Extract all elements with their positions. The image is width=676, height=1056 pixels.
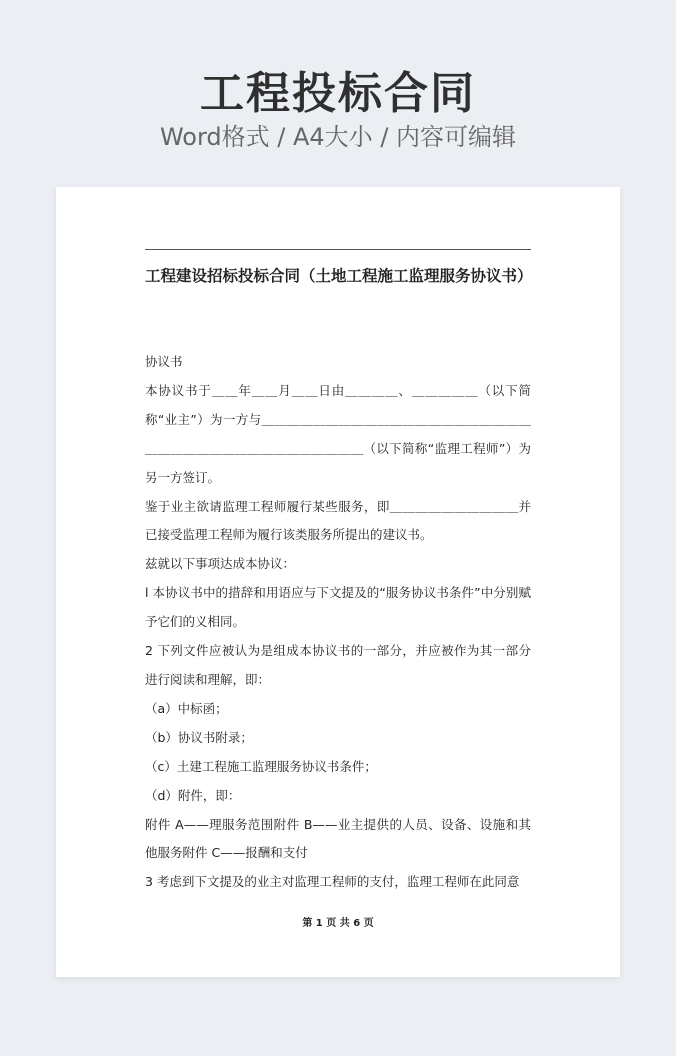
list-item: （c）土建工程施工监理服务协议书条件； xyxy=(145,758,377,774)
list-item: （d）附件，即： xyxy=(145,787,241,803)
paragraph: 兹就以下事项达成本协议： xyxy=(145,556,296,572)
document-title: 工程建设招标投标合同（土地工程施工监理服务协议书） xyxy=(145,267,533,285)
document-body xyxy=(145,348,531,897)
list-item: （b）协议书附录； xyxy=(145,729,253,745)
paragraph: 鉴于业主欲请监理工程师履行某些服务，即＿＿＿＿＿＿＿＿＿＿并已接受监理工程师为履行该类服务所提出的建议书。 xyxy=(145,498,531,543)
paragraph: 3 考虑到下文提及的业主对监理工程师的支付，监理工程师在此同意 xyxy=(145,874,520,890)
page-number: 第 1 页 共 6 页 xyxy=(302,918,374,929)
paragraph-heading: 协议书 xyxy=(145,354,183,369)
paragraph: l 本协议书中的措辞和用语应与下文提及的“服务协议书条件”中分别赋予它们的义相同。 xyxy=(145,585,531,630)
document-page xyxy=(56,187,620,977)
header-rule xyxy=(145,249,531,250)
paragraph: 附件 A——理服务范围附件 B——业主提供的人员、设备、设施和其他服务附件 C——报酬和支付 xyxy=(145,816,531,861)
banner-subtitle: Word格式 / A4大小 / 内容可编辑 xyxy=(159,123,517,151)
list-item: （a）中标函； xyxy=(145,700,228,716)
banner-title: 工程投标合同 xyxy=(200,68,476,119)
paragraph: 2 下列文件应被认为是组成本协议书的一部分，并应被作为其一部分进行阅读和理解，即： xyxy=(145,643,531,687)
paragraph: 本协议书于＿＿年＿＿月＿＿日由＿＿＿＿、＿＿＿＿＿（以下简称“业主”）为一方与＿＿＿＿＿＿＿＿＿＿＿＿＿＿＿＿＿＿＿＿＿＿＿＿＿＿＿＿＿＿＿＿＿＿＿＿＿＿（以下简称“监理工程师”）为另一方签订。 xyxy=(145,382,531,485)
